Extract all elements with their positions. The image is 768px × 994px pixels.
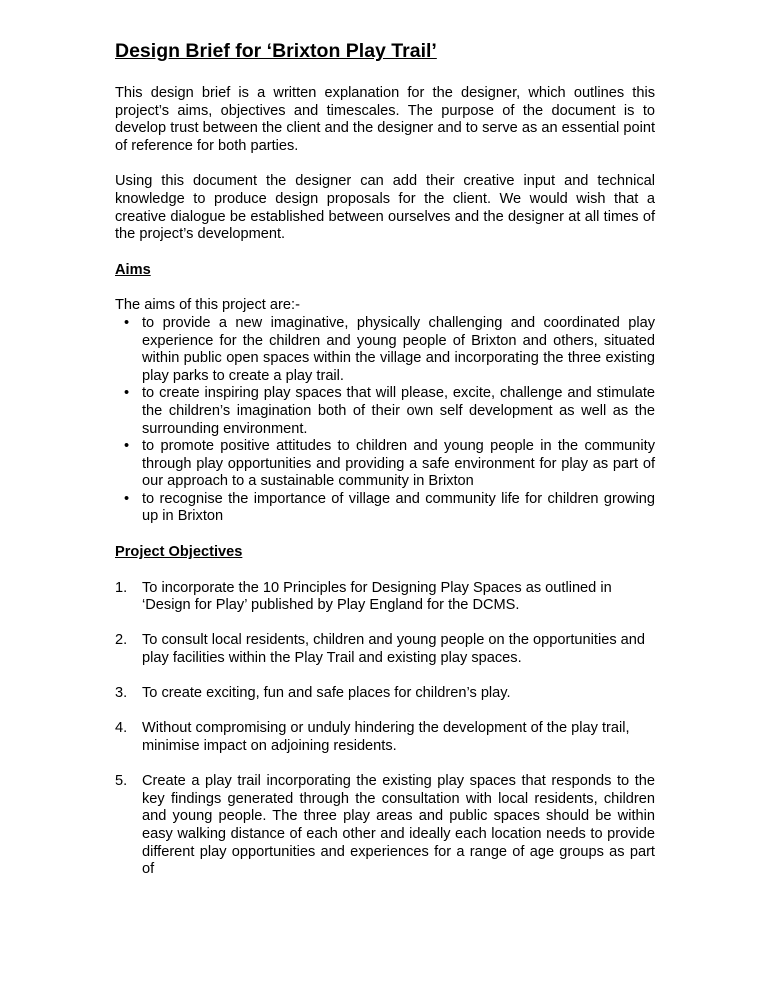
- objective-item: [115, 720, 655, 755]
- objective-number: 1.: [115, 579, 128, 596]
- objective-item: [115, 685, 655, 703]
- designer-paragraph: Using this document the designer can add their creative input and technical knowledge to produce design proposals for the client. We would wish that a creative dialogue be established between ourselves and the designer at all times of the project’s development.: [115, 173, 655, 243]
- objective-text: To create exciting, fun and safe places for children’s play.: [142, 685, 511, 702]
- document-title: Design Brief for ‘Brixton Play Trail’: [115, 40, 437, 62]
- objectives-heading: Project Objectives: [115, 544, 243, 561]
- intro-paragraph: This design brief is a written explanation for the designer, which outlines this project’s aims, objectives and timescales. The purpose of the document is to develop trust between the client and the designer and to serve as an essential point of reference for both parties.: [115, 85, 655, 154]
- objective-text: Create a play trail incorporating the existing play spaces that responds to the key findings generated through the consultation with local residents, children and young people. The three play areas and public spaces should be within easy walking distance of each other and ideally each location needs to provide different play opportunities and experiences for a range of age groups as part of: [142, 773, 655, 878]
- aims-item: [115, 385, 655, 438]
- aims-heading: Aims: [115, 261, 151, 278]
- objective-text: To incorporate the 10 Principles for Designing Play Spaces as outlined in ‘Design for Play’ published by Play England for the DCMS.: [142, 579, 612, 614]
- objective-number: 5.: [115, 773, 128, 790]
- aims-item-text: to promote positive attitudes to children and young people in the community through play opportunities and providing a safe environment for play as part of our approach to a sustainable community in Brixton: [142, 438, 655, 490]
- objective-text: To consult local residents, children and young people on the opportunities and play facilities within the Play Trail and existing play spaces.: [142, 632, 646, 667]
- objectives-list: [115, 580, 655, 879]
- objective-item: [115, 773, 655, 879]
- aims-item-text: to recognise the importance of village and community life for children growing up in Brixton: [142, 490, 655, 525]
- aims-item: [115, 438, 655, 491]
- aims-item: [115, 491, 655, 526]
- objective-number: 2.: [115, 632, 128, 649]
- bullet-icon: •: [124, 314, 130, 331]
- objective-item: [115, 632, 655, 667]
- aims-item: [115, 315, 655, 385]
- objective-number: 4.: [115, 720, 128, 737]
- bullet-icon: •: [124, 438, 130, 455]
- bullet-icon: •: [124, 385, 130, 402]
- aims-item-text: to provide a new imaginative, physically challenging and coordinated play experience for the children and young people of Brixton and others, situated within public open spaces within the village and incorporating the three existing play parks to create a play trail.: [142, 314, 655, 384]
- bullet-icon: •: [124, 490, 130, 507]
- document-page: [115, 38, 655, 896]
- objective-text: Without compromising or unduly hindering the development of the play trail, minimise impact on adjoining residents.: [142, 720, 630, 754]
- aims-item-text: to create inspiring play spaces that will please, excite, challenge and stimulate the children’s imagination both of their own self development as well as the surrounding environment.: [142, 385, 655, 437]
- objective-number: 3.: [115, 685, 128, 702]
- aims-intro: The aims of this project are:-: [115, 297, 300, 314]
- aims-list: [115, 315, 655, 526]
- objective-item: [115, 580, 655, 615]
